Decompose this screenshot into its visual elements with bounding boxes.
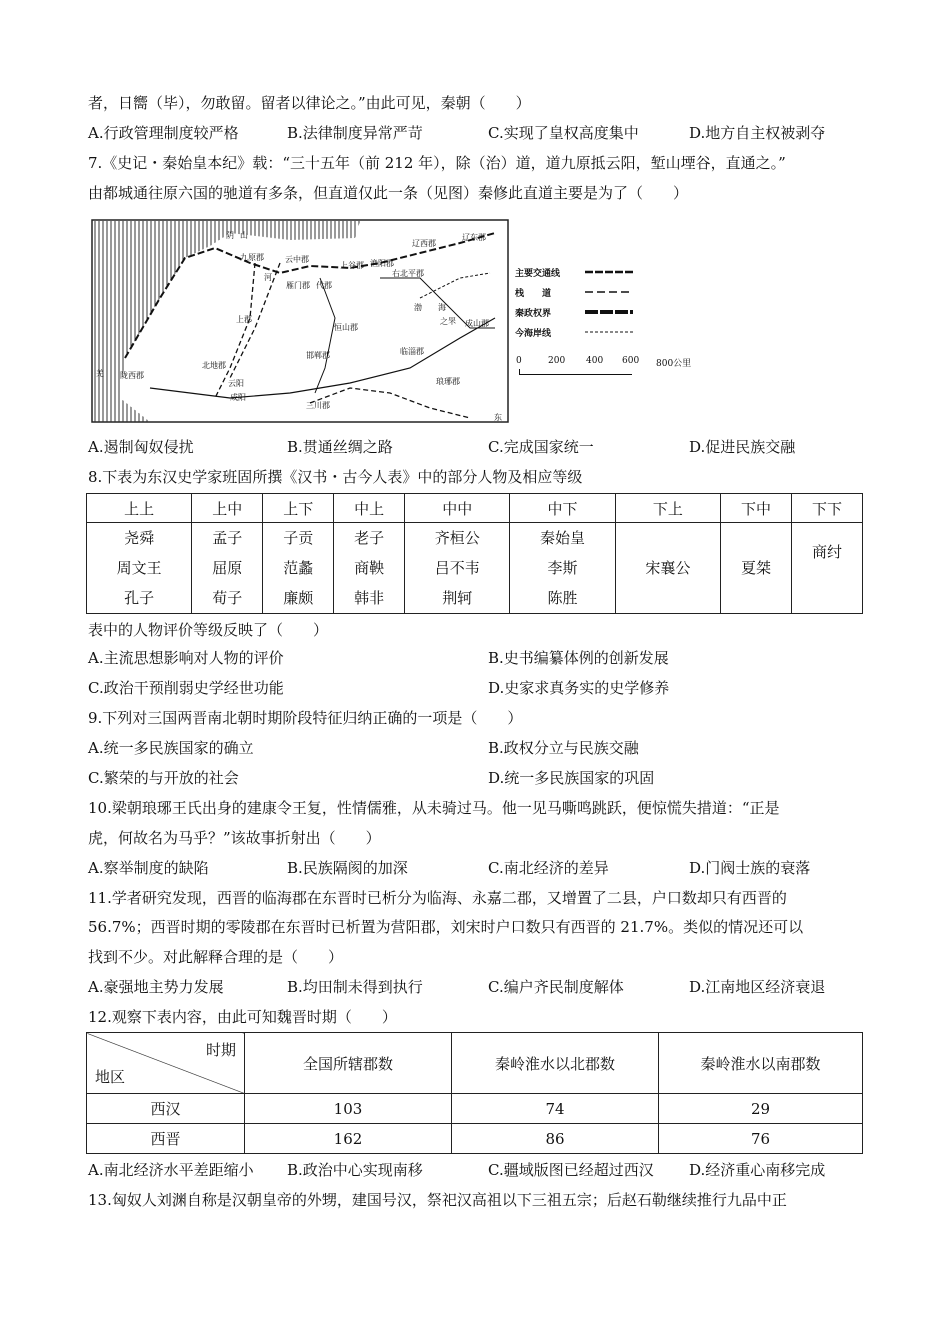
map-label: 恒山郡: [334, 323, 358, 332]
table-cell: 29: [659, 1094, 863, 1124]
q10-option-c: C.南北经济的差异: [488, 859, 609, 877]
table-cell: 尧舜 周文王 孔子: [87, 523, 192, 614]
qin-straight-road-map: [90, 218, 510, 424]
table-cell: 宋襄公: [615, 523, 720, 614]
table-cell: 子贡 范蠡 廉颇: [263, 523, 334, 614]
table-row: [87, 1124, 863, 1154]
table-cell: 76: [659, 1124, 863, 1154]
corner-label-region: 地区: [95, 1068, 126, 1086]
q11-stem-line1: 11.学者研究发现，西晋的临海郡在东晋时已析分为临海、永嘉二郡，又增置了二县，户口数却只有西晋的: [88, 889, 787, 907]
map-label: 羌: [96, 369, 104, 378]
q7-option-b: B.贯通丝绸之路: [287, 438, 393, 456]
table-header: 全国所辖郡数: [245, 1033, 452, 1094]
map-label: 云阳: [228, 379, 244, 388]
scale-label: 400: [586, 356, 604, 366]
q9-option-c: C.繁荣的与开放的社会: [88, 769, 239, 787]
table-cell: 夏桀: [720, 523, 791, 614]
q7-option-a: A.遏制匈奴侵扰: [88, 438, 194, 456]
scale-label: 0: [516, 356, 522, 366]
map-label: 琅琊郡: [436, 377, 460, 386]
table-header: 中下: [510, 494, 615, 523]
q11-option-d: D.江南地区经济衰退: [689, 978, 826, 996]
q8-question: 表中的人物评价等级反映了（ ）: [88, 621, 329, 639]
table-header-row: [87, 1033, 863, 1094]
map-label: 阴: [226, 231, 234, 240]
map-label: 雁门郡: [286, 281, 310, 290]
table-header: 下上: [615, 494, 720, 523]
table-cell: 西汉: [87, 1094, 245, 1124]
q8-ranking-table: [86, 493, 863, 614]
map-label: 东: [494, 413, 502, 422]
q10-stem-line1: 10.梁朝琅琊王氏出身的建康令王复，性情儒雅，从未骑过马。他一见马嘶鸣跳跃，便惊慌失措道：“正是: [88, 799, 780, 817]
map-label: 咸阳: [230, 393, 246, 402]
table-cell: 商纣: [791, 523, 862, 614]
q10-option-a: A.察举制度的缺陷: [88, 859, 209, 877]
table-header: 上下: [263, 494, 334, 523]
table-cell: 齐桓公 吕不韦 荆轲: [405, 523, 510, 614]
q6-option-a: A.行政管理制度较严格: [88, 124, 239, 142]
map-label: 上谷郡: [340, 261, 364, 270]
map-label: 代郡: [316, 281, 332, 290]
map-label: 邯郸郡: [306, 351, 330, 360]
map-label: 上郡: [236, 315, 252, 324]
table-header: 上上: [87, 494, 192, 523]
table-header: 下中: [720, 494, 791, 523]
q12-option-a: A.南北经济水平差距缩小: [88, 1161, 254, 1179]
legend-label: 今海岸线: [515, 328, 552, 339]
legend-label: 秦政权界: [515, 308, 552, 319]
map-label: 辽东郡: [462, 233, 486, 242]
q8-option-d: D.史家求真务实的史学修养: [488, 679, 670, 697]
map-label: 山: [240, 231, 248, 240]
q8-option-b: B.史书编纂体例的创新发展: [488, 649, 669, 667]
table-cell: 74: [452, 1094, 659, 1124]
q7-option-d: D.促进民族交融: [689, 438, 796, 456]
table-cell: 孟子 屈原 荀子: [192, 523, 263, 614]
q11-option-b: B.均田制未得到执行: [287, 978, 423, 996]
map-label: 北地郡: [202, 361, 226, 370]
q12-stem: 12.观察下表内容，由此可知魏晋时期（ ）: [88, 1008, 397, 1026]
q9-option-d: D.统一多民族国家的巩固: [488, 769, 655, 787]
legend-label: 栈 道: [515, 288, 552, 299]
q10-stem-line2: 虎，何故名为马乎？”该故事折射出（ ）: [88, 829, 381, 847]
q12-option-c: C.疆域版图已经超过西汉: [488, 1161, 654, 1179]
table-row: [87, 523, 863, 614]
table-cell: 西晋: [87, 1124, 245, 1154]
scale-label: 200: [548, 356, 566, 366]
q11-option-c: C.编户齐民制度解体: [488, 978, 624, 996]
map-label: 渤: [414, 303, 422, 312]
map-label: 河: [264, 273, 272, 282]
map-label: 成山郡: [465, 319, 489, 328]
q12-option-d: D.经济重心南移完成: [689, 1161, 826, 1179]
map-label: 渔阳郡: [370, 259, 394, 268]
map-label: 三川郡: [306, 401, 330, 410]
map-label: 九原郡: [240, 253, 264, 262]
q9-option-a: A.统一多民族国家的确立: [88, 739, 254, 757]
q10-option-b: B.民族隔阂的加深: [287, 859, 408, 877]
table-cell: 86: [452, 1124, 659, 1154]
map-label: 陇西郡: [120, 371, 144, 380]
q6-option-b: B.法律制度异常严苛: [287, 124, 423, 142]
table-cell: 103: [245, 1094, 452, 1124]
table-corner-header: [87, 1033, 245, 1094]
q6-option-d: D.地方自主权被剥夺: [689, 124, 826, 142]
q11-stem-line2: 56.7%；西晋时期的零陵郡在东晋时已析置为营阳郡，刘宋时户口数只有西晋的 21.7%。类似的情况还可以: [88, 918, 804, 936]
table-header: 上中: [192, 494, 263, 523]
table-header: 中中: [405, 494, 510, 523]
q12-option-b: B.政治中心实现南移: [287, 1161, 423, 1179]
table-cell: 162: [245, 1124, 452, 1154]
q9-stem: 9.下列对三国两晋南北朝时期阶段特征归纳正确的一项是（ ）: [88, 709, 523, 727]
map-label: 之罘: [440, 317, 456, 326]
q7-stem-line1: 7.《史记・秦始皇本纪》载：“三十五年（前 212 年），除（治）道，道九原抵云阳，堑山堙谷，直通之。”: [88, 154, 786, 172]
table-header: 秦岭淮水以南郡数: [659, 1033, 863, 1094]
corner-label-period: 时期: [205, 1041, 236, 1059]
map-label: 临淄郡: [400, 347, 424, 356]
q13-stem-line1: 13.匈奴人刘渊自称是汉朝皇帝的外甥，建国号汉，祭祀汉高祖以下三祖五宗；后赵石勒继续推行九品中正: [88, 1191, 787, 1209]
q11-option-a: A.豪强地主势力发展: [88, 978, 224, 996]
q12-commandery-table: [86, 1032, 863, 1154]
map-label: 辽西郡: [412, 239, 436, 248]
map-legend: [515, 262, 633, 342]
table-row: [87, 1094, 863, 1124]
q8-option-a: A.主流思想影响对人物的评价: [88, 649, 284, 667]
q6-option-c: C.实现了皇权高度集中: [488, 124, 639, 142]
map-label: 海: [438, 303, 446, 312]
table-cell: 老子 商鞅 韩非: [334, 523, 405, 614]
table-header: 中上: [334, 494, 405, 523]
table-header: 下下: [791, 494, 862, 523]
map-label: 云中郡: [285, 255, 309, 264]
map-label: 右北平郡: [392, 269, 424, 278]
q7-stem-line2: 由都城通往原六国的驰道有多条，但直道仅此一条（见图）秦修此直道主要是为了（ ）: [88, 184, 689, 202]
legend-label: 主要交通线: [515, 268, 561, 279]
map-scale-bar: [516, 356, 716, 380]
q10-option-d: D.门阀士族的衰落: [689, 859, 811, 877]
table-header-row: [87, 494, 863, 523]
scale-label: 800公里: [656, 359, 692, 369]
table-cell: 秦始皇 李斯 陈胜: [510, 523, 615, 614]
scale-label: 600: [622, 356, 640, 366]
table-header: 秦岭淮水以北郡数: [452, 1033, 659, 1094]
q6-continuation: 者，日嚮（毕），勿敢留。留者以律论之。”由此可见，秦朝（ ）: [88, 94, 531, 112]
q11-stem-line3: 找到不少。对此解释合理的是（ ）: [88, 948, 344, 966]
q9-option-b: B.政权分立与民族交融: [488, 739, 639, 757]
q7-option-c: C.完成国家统一: [488, 438, 594, 456]
q8-stem: 8.下表为东汉史学家班固所撰《汉书・古今人表》中的部分人物及相应等级: [88, 468, 583, 486]
q8-option-c: C.政治干预削弱史学经世功能: [88, 679, 284, 697]
